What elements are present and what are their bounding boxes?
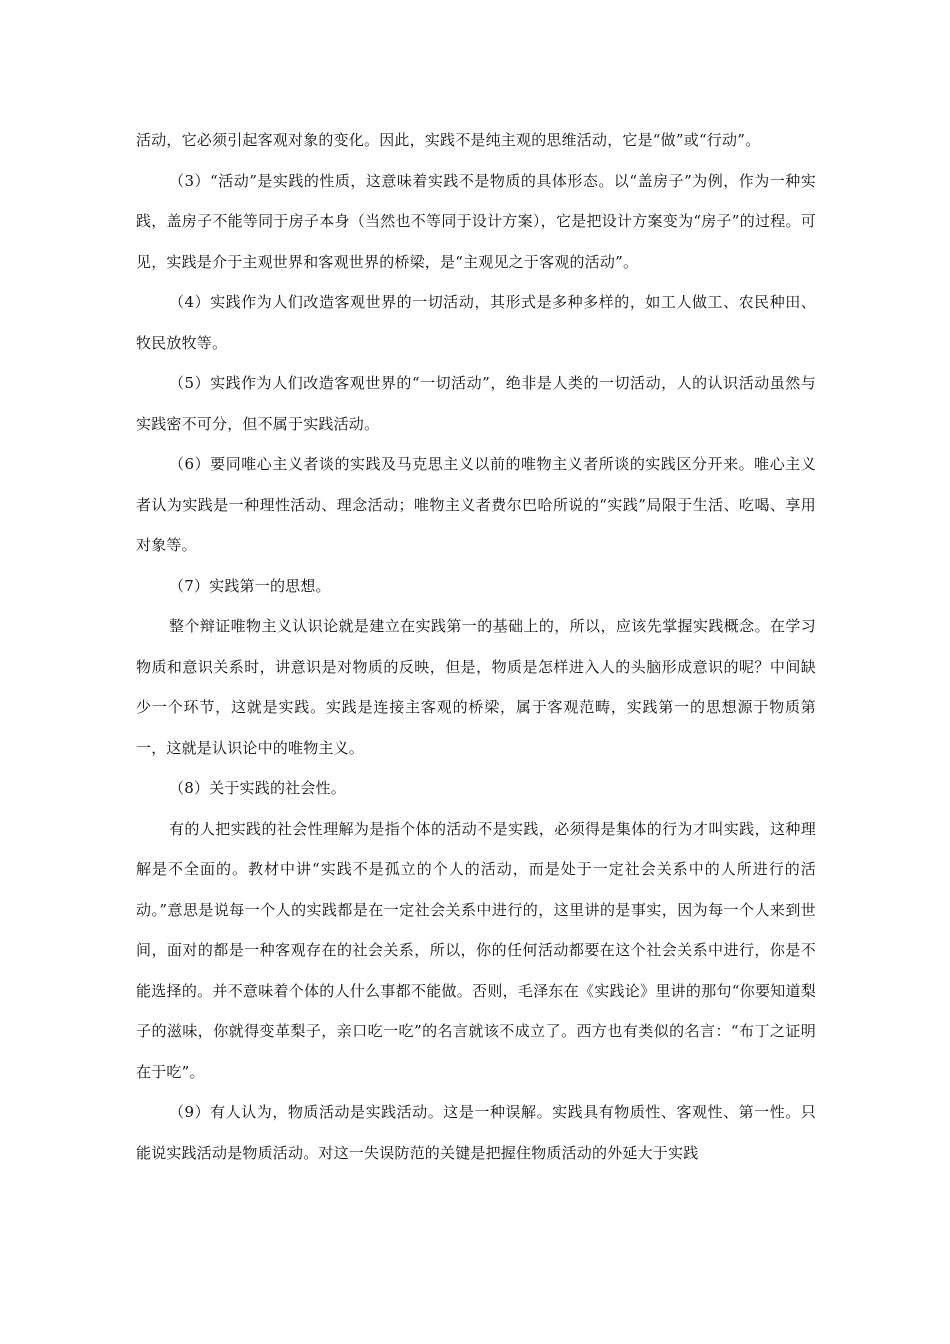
paragraph-point-8-body: 有的人把实践的社会性理解为是指个体的活动不是实践，必须得是集体的行为才叫实践，这种理解是不全面的。教材中讲“实践不是孤立的个人的活动，而是处于一定社会关系中的人所进行的活动。”意思是说每一个人的实践都是在一定社会关系中进行的，这里讲的是事实，因为每一个人来到世间，面对的都是一种客观存在的社会关系，所以，你的任何活动都要在这个社会关系中进行，你是不能选择的。并不意味着个体的人什么事都不能做。否则，毛泽东在《实践论》里讲的那句“你要知道梨子的滋味，你就得变革梨子，亲口吃一吃”的名言就该不成立了。西方也有类似的名言：“布丁之证明在于吃”。: [136, 819, 816, 1081]
paragraph-point-4: （4）实践作为人们改造客观世界的一切活动，其形式是多种多样的，如工人做工、农民种田、牧民放牧等。: [136, 293, 816, 352]
paragraph-point-8-heading: （8）关于实践的社会性。: [169, 779, 346, 797]
paragraph-point-7-heading: （7）实践第一的思想。: [169, 576, 331, 595]
document-body: [136, 120, 816, 1173]
paragraph-point-6: （6）要同唯心主义者谈的实践及马克思主义以前的唯物主义者所谈的实践区分开来。唯心主义者认为实践是一种理性活动、理念活动；唯物主义者费尔巴哈所说的“实践”局限于生活、吃喝、享用对象等。: [136, 455, 816, 554]
paragraph-point-9: （9）有人认为，物质活动是实践活动。这是一种误解。实践具有物质性、客观性、第一性。只能说实践活动是物质活动。对这一失误防范的关键是把握住物质活动的外延大于实践: [136, 1103, 816, 1162]
paragraph-continuation: 活动，它必须引起客观对象的变化。因此，实践不是纯主观的思维活动，它是“做”或“行动”。: [136, 131, 761, 149]
paragraph-point-5: （5）实践作为人们改造客观世界的“一切活动”，绝非是人类的一切活动，人的认识活动虽然与实践密不可分，但不属于实践活动。: [136, 374, 816, 433]
paragraph-point-7-body: 整个辩证唯物主义认识论就是建立在实践第一的基础上的，所以，应该先掌握实践概念。在学习物质和意识关系时，讲意识是对物质的反映，但是，物质是怎样进入人的头脑形成意识的呢？中间缺少一个环节，这就是实践。实践是连接主客观的桥梁，属于客观范畴，实践第一的思想源于物质第一，这就是认识论中的唯物主义。: [136, 617, 816, 757]
paragraph-point-3: （3）“活动”是实践的性质，这意味着实践不是物质的具体形态。以“盖房子”为例，作为一种实践，盖房子不能等同于房子本身（当然也不等同于设计方案），它是把设计方案变为“房子”的过程。可见，实践是介于主观世界和客观世界的桥梁，是“主观见之于客观的活动”。: [136, 171, 816, 271]
